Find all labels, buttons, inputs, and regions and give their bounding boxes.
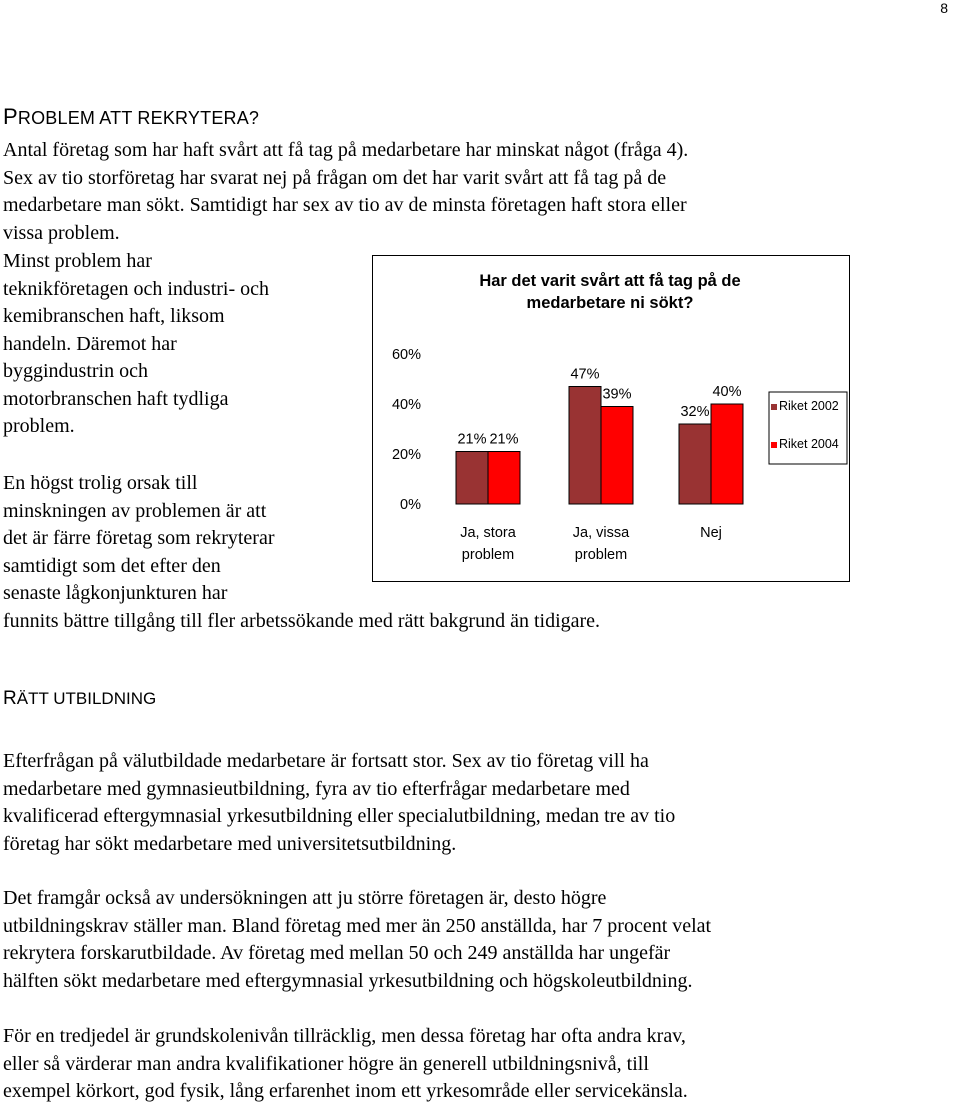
- paragraph-line: Efterfrågan på välutbildade medarbetare är fortsatt stor. Sex av tio företag vill ha: [3, 750, 649, 772]
- legend-label: Riket 2004: [779, 437, 839, 451]
- category-label: problem: [461, 547, 515, 563]
- bar-riket-2002: [679, 424, 711, 504]
- left-column-line: Minst problem har: [3, 250, 152, 272]
- category-label: Ja, stora: [460, 525, 516, 541]
- left-column-line: byggindustrin och: [3, 360, 148, 382]
- education-paragraph-3: [3, 1023, 853, 1106]
- left-column-line: kemibranschen haft, liksom: [3, 305, 225, 327]
- paragraph-line: företag har sökt medarbetare med universitetsutbildning.: [3, 832, 457, 855]
- education-paragraph-1: [3, 748, 853, 858]
- category-label: Ja, vissa: [572, 525, 630, 541]
- y-tick-label: 20%: [391, 447, 421, 463]
- intro-line: Antal företag som har haft svårt att få tag på medarbetare har minskat något (fråga 4).: [3, 139, 689, 161]
- bar-chart-frame: [372, 255, 850, 582]
- legend-swatch: [771, 404, 777, 410]
- bar-riket-2002: [456, 452, 488, 505]
- intro-line: Sex av tio storföretag har svarat nej på frågan om det har varit svårt att få tag på de: [3, 166, 667, 189]
- bar-riket-2004: [488, 452, 520, 505]
- paragraph-line: utbildningskrav ställer man. Bland företag med mer än 250 anställda, har 7 procent velat: [3, 914, 712, 937]
- left-column-line: motorbranschen haft tydliga: [3, 387, 229, 410]
- section-heading-problem: [3, 104, 259, 130]
- legend-label: Riket 2002: [779, 399, 839, 413]
- cause-line: senaste lågkonjunkturen har: [3, 582, 228, 604]
- legend-swatch: [771, 442, 777, 448]
- y-tick-label: 40%: [391, 397, 421, 413]
- cause-line: minskningen av problemen är att: [3, 499, 267, 522]
- bar-chart: [373, 256, 849, 581]
- data-label: 40%: [712, 384, 742, 400]
- data-label: 32%: [680, 404, 710, 420]
- education-paragraph-2: [3, 885, 853, 995]
- data-label: 21%: [489, 431, 519, 448]
- intro-line: vissa problem.: [3, 221, 120, 244]
- y-tick-label: 60%: [391, 347, 421, 363]
- intro-paragraph: [3, 137, 853, 247]
- cause-line: En högst trolig orsak till: [3, 472, 198, 494]
- paragraph-line: eller så värderar man andra kvalifikationer högre än generell utbildningsnivå, till: [3, 1052, 649, 1075]
- chart-title-line: medarbetare ni sökt?: [526, 294, 694, 312]
- section-heading-utbildning: [3, 688, 156, 710]
- data-label: 21%: [457, 431, 487, 448]
- paragraph-line: Det framgår också av undersökningen att ju större företagen är, desto högre: [3, 887, 607, 909]
- paragraph-line: För en tredjedel är grundskolenivån tillräcklig, men dessa företag har ofta andra krav,: [3, 1025, 686, 1047]
- paragraph-line: rekrytera forskarutbildade. Av företag med mellan 50 och 249 anställda har ungefär: [3, 942, 671, 964]
- cause-line: funnits bättre tillgång till fler arbetssökande med rätt bakgrund än tidigare.: [3, 609, 601, 632]
- left-column-line: problem.: [3, 415, 75, 437]
- left-column-line: teknikföretagen och industri- och: [3, 277, 270, 300]
- cause-line: det är färre företag som rekryterar: [3, 527, 275, 549]
- cause-line: samtidigt som det efter den: [3, 554, 221, 577]
- category-label: Nej: [700, 525, 722, 541]
- paragraph-line: medarbetare med gymnasieutbildning, fyra av tio efterfrågar medarbetare med: [3, 777, 630, 800]
- bar-riket-2004: [711, 404, 743, 504]
- data-label: 39%: [602, 386, 632, 403]
- y-tick-label: 0%: [400, 497, 421, 513]
- heading-initial: R: [3, 688, 17, 709]
- bar-riket-2004: [601, 407, 633, 505]
- left-column-line: handeln. Däremot har: [3, 332, 177, 355]
- data-label: 47%: [570, 366, 600, 383]
- heading-rest: ROBLEM ATT REKRYTERA?: [17, 108, 260, 128]
- intro-line: medarbetare man sökt. Samtidigt har sex av tio av de minsta företagen haft stora eller: [3, 194, 687, 216]
- page-number: 8: [940, 0, 948, 16]
- category-label: problem: [574, 547, 628, 563]
- left-column-paragraph: [3, 248, 363, 441]
- heading-initial: P: [3, 104, 18, 129]
- paragraph-line: exempel körkort, god fysik, lång erfarenhet inom ett yrkesområde eller servicekänsla.: [3, 1080, 688, 1102]
- paragraph-line: hälften sökt medarbetare med eftergymnasial yrkesutbildning och högskoleutbildning.: [3, 969, 693, 992]
- paragraph-line: kvalificerad eftergymnasial yrkesutbildning eller specialutbildning, medan tre av tio: [3, 805, 676, 827]
- bar-riket-2002: [569, 387, 601, 505]
- heading-rest: ÄTT UTBILDNING: [16, 689, 157, 708]
- chart-title-line: Har det varit svårt att få tag på de: [479, 272, 741, 290]
